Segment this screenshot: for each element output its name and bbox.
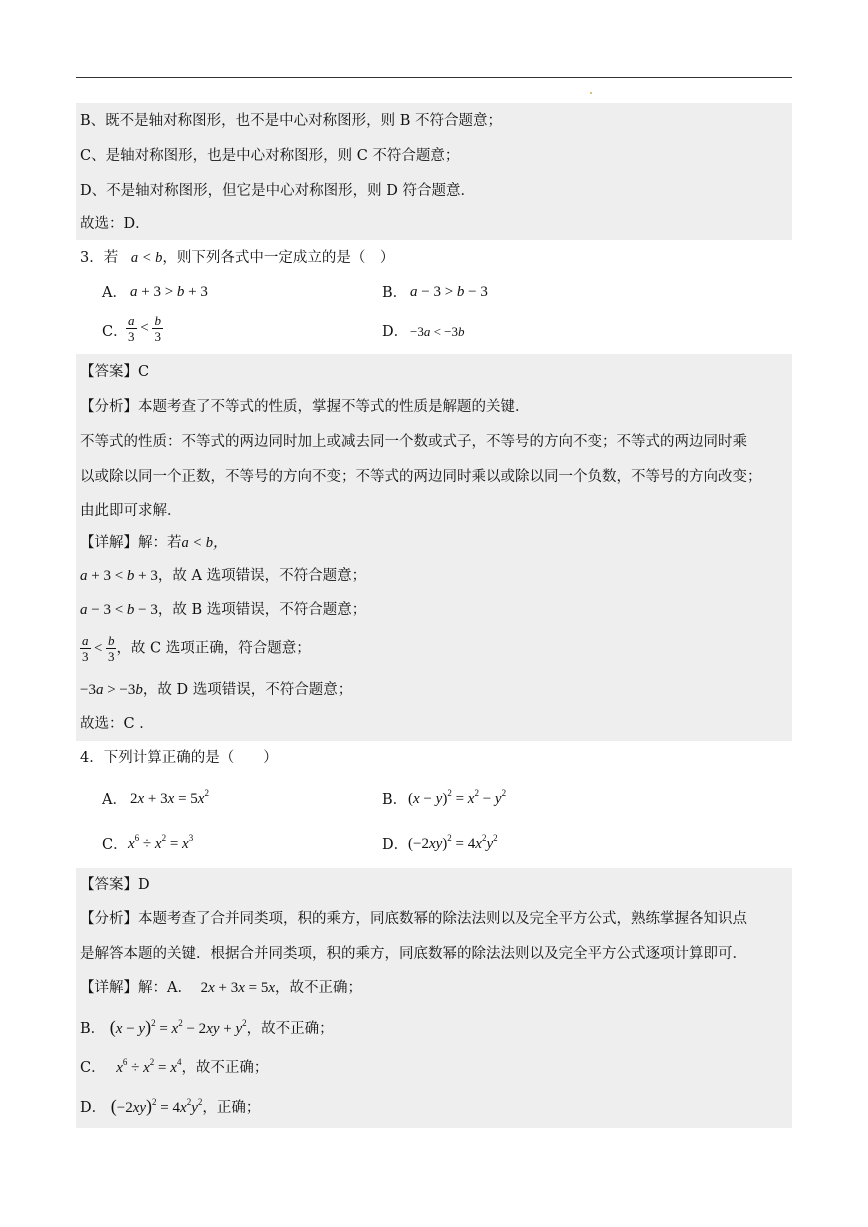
header-rule [76,77,792,78]
decorative-dot [590,92,592,94]
q3-option-d-expr: −3a < −3b [410,324,465,339]
q4-stem: 4．下列计算正确的是（ ） [80,750,278,766]
q4-option-b-expr: $(x - y)^2 = x^2 - y^2$ [408,788,507,807]
q4-option-a-expr: $2x + 3x = 5x^2$ [130,788,209,807]
q3-property-line-1: 不等式的性质：不等式的两边同时加上或减去同一个数或式子，不等号的方向不变；不等式的两边同时乘 [80,434,747,450]
q4-analysis-line-1: 【分析】本题考查了合并同类项，积的乘方，同底数幂的除法法则以及完全平方公式，熟练掌握各知识点 [80,911,747,927]
q4-answer: 【答案】D [80,877,150,893]
q4-option-d-expr: $(-2xy)^2 = 4x^2y^2$ [408,833,498,852]
q3-step-d: −3a > −3b，故 D 选项错误，不符合题意； [80,682,353,698]
q3-option-b-label: B． [382,285,408,301]
q3-step-a: a + 3 < b + 3，故 A 选项错误，不符合题意； [80,568,367,584]
q4-analysis-line-2: 是解答本题的关键．根据合并同类项，积的乘方，同底数幂的除法法则以及完全平方公式逐项计算即可． [80,946,747,962]
q3-option-b-expr: a − 3 > b − 3 [410,284,488,300]
q3-option-a-expr: a + 3 > b + 3 [130,284,208,300]
q3-option-c-expr: $\frac{a}{3}$ < $\frac{b}{3}$ [128,313,161,344]
q3-step-c: $\frac{a}{3}$ < $\frac{b}{3}$ ，故 C 选项正确，符合题意； [82,633,311,664]
q3-step-b: a − 3 < b − 3，故 B 选项错误，不符合题意； [80,602,367,618]
q3-stem: 3．若 a < b，则下列各式中一定成立的是（ ） [80,250,395,266]
q4-option-d-label: D． [382,837,409,853]
q4-option-c-label: C． [102,837,128,853]
q4-detail-d: D． $(-2xy)^2 = 4x^2y^2$，正确； [80,1096,261,1116]
q3-detail-head: 【详解】解：若a < b， [80,535,228,551]
q4-detail-c: C． $x^6 \div x^2 = x^4$，故不正确； [80,1057,269,1076]
q3-choice: 故选：C ． [80,716,154,732]
q3-option-d-label: D． [382,324,409,340]
q4-option-b-label: B． [382,792,408,808]
prev-solution-choice: 故选：D． [80,216,150,232]
q3-option-a-label: A． [102,285,127,301]
q3-property-line-3: 由此即可求解． [80,503,182,519]
prev-solution-c: C、是轴对称图形，也是中心对称图形，则 C 不符合题意； [80,148,460,164]
prev-solution-d: D、不是轴对称图形，但它是中心对称图形，则 D 符合题意． [80,183,475,199]
solution-block-q4 [76,868,792,1128]
q3-option-c-label: C． [102,324,128,340]
q4-detail-a: 【详解】解：A． 2x + 3x = 5x，故不正确； [80,980,363,996]
q3-property-line-2: 以或除以同一个正数，不等号的方向不变；不等式的两边同时乘以或除以同一个负数，不等号的方向改变； [80,469,762,485]
q4-option-c-expr: $x^6 \div x^2 = x^3$ [128,833,194,852]
prev-solution-b: B、既不是轴对称图形，也不是中心对称图形，则 B 不符合题意； [80,113,503,129]
q3-analysis: 【分析】本题考查了不等式的性质，掌握不等式的性质是解题的关键． [80,399,530,415]
q4-option-a-label: A． [102,792,127,808]
q3-answer: 【答案】C [80,364,150,380]
q4-detail-b: B． $(x - y)^2 = x^2 - 2xy + y^2$，故不正确； [80,1017,334,1037]
